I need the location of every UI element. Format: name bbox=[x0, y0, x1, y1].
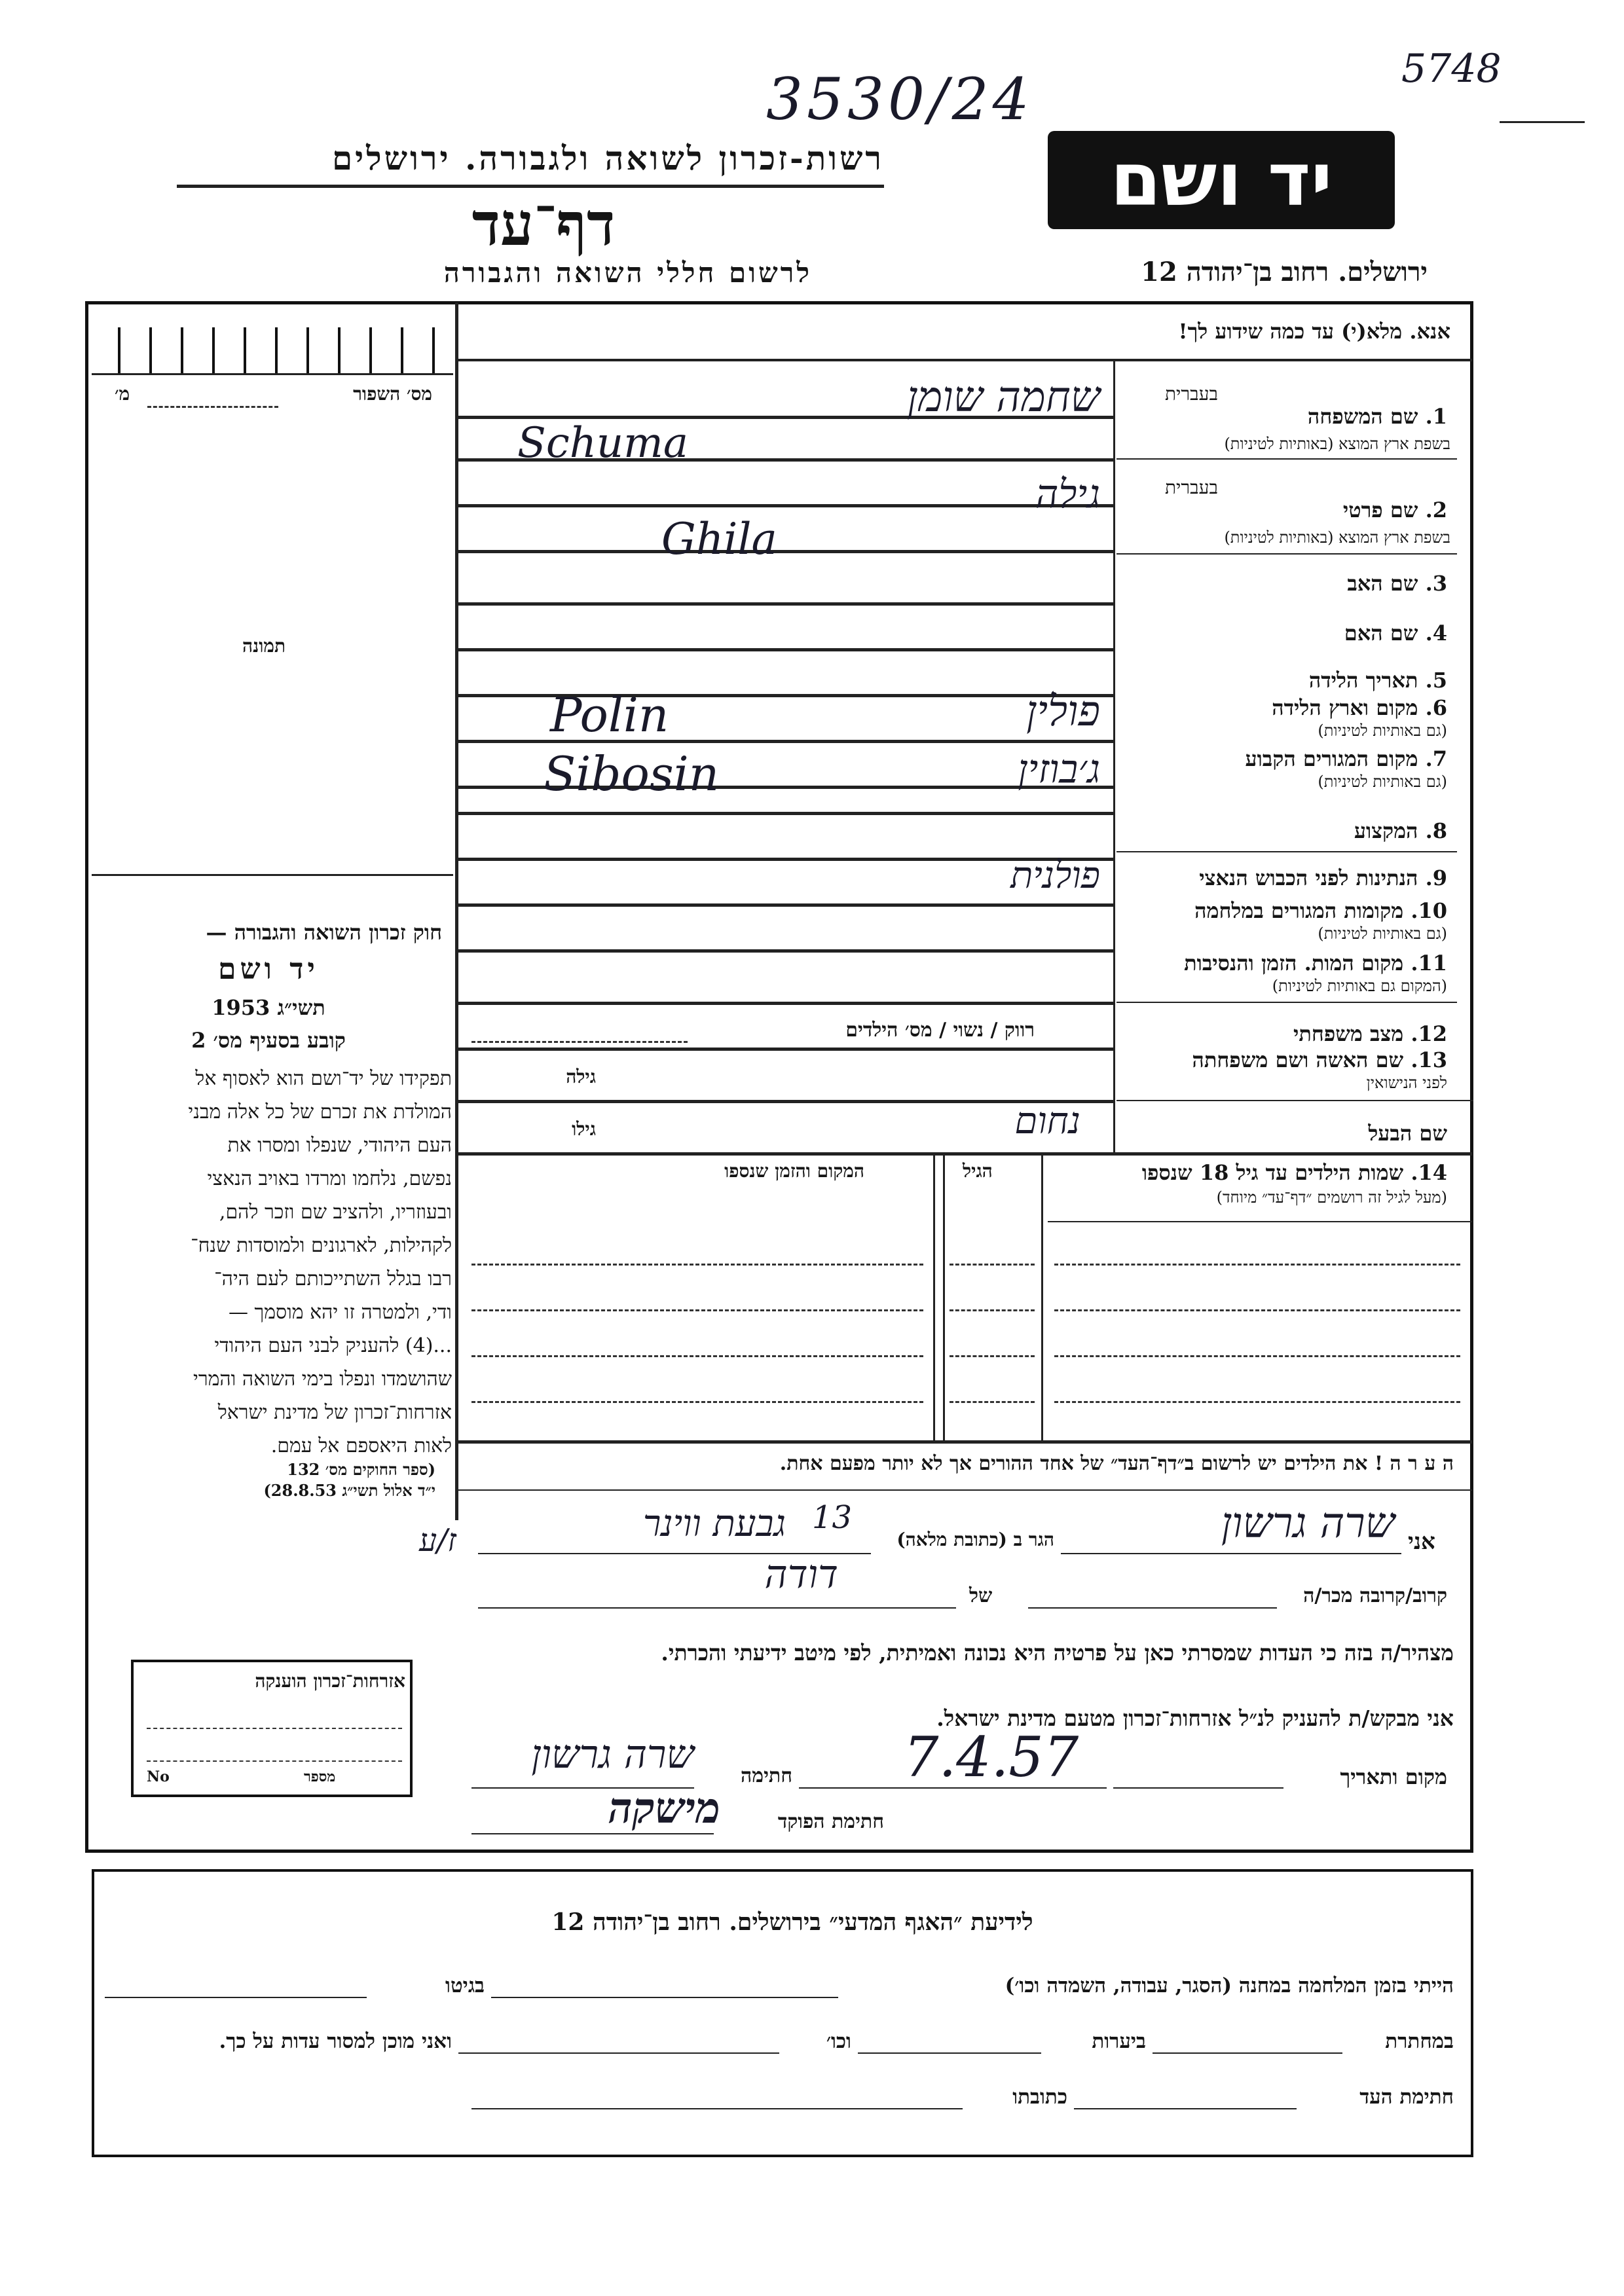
field-13-text: שם האשה ושם משפחתה bbox=[1192, 1048, 1404, 1072]
field-11-num: 11. bbox=[1411, 951, 1447, 975]
law-line: אזרחות־זכרון של מדינת ישראל bbox=[217, 1401, 452, 1424]
field-7-label bbox=[1126, 746, 1447, 771]
yad-vashem-logo bbox=[1048, 131, 1395, 229]
field-2-sub: בשפת ארץ המוצא (באותיות לטיניות) bbox=[1224, 528, 1450, 547]
field-7-value-latin[interactable]: Sibosin bbox=[544, 746, 720, 801]
form-subtitle: לרשום חללי השואה והגבורה bbox=[443, 257, 812, 289]
field-5-num: 5. bbox=[1425, 668, 1447, 693]
field-11-sub: (המקום גם באותיות לטיניות) bbox=[1272, 977, 1447, 995]
witness-underground: במחתרת bbox=[1385, 2030, 1454, 2053]
field-3-num: 3. bbox=[1425, 571, 1447, 596]
law-footnote: (ספר החוקים מס׳ 132 bbox=[287, 1460, 435, 1479]
field-1-value-hebrew[interactable]: שחמה שומן bbox=[907, 373, 1100, 422]
law-line: נפשם, נלחמו ומרדו באויב הנאצי bbox=[207, 1167, 452, 1190]
id-number-ticks bbox=[118, 327, 445, 373]
field-1-label bbox=[1225, 404, 1447, 429]
law-line: לאות היאספם אל עמם. bbox=[270, 1434, 452, 1457]
witness-signature-label: חתימת העד bbox=[1359, 2085, 1454, 2109]
field-6-value-latin[interactable]: Polin bbox=[550, 687, 669, 742]
field-2-label bbox=[1225, 498, 1447, 522]
field-8-num: 8. bbox=[1425, 818, 1447, 843]
field-13-num: 13. bbox=[1411, 1048, 1447, 1072]
witness-forests: ביערות bbox=[1092, 2030, 1146, 2053]
photo-label: תמונה bbox=[242, 635, 286, 657]
field-4-label bbox=[1225, 621, 1447, 646]
children-text: שמות הילדים עד גיל 18 שנספו bbox=[1141, 1160, 1404, 1185]
field-6-num: 6. bbox=[1425, 695, 1447, 720]
witness-heading: לידיעת ״האגף המדעי״ בירושלים. רחוב בן־יהודה 12 bbox=[551, 1908, 1033, 1936]
law-line: לקהילות, לארגונים ולמוסדות שנח־ bbox=[191, 1234, 452, 1257]
age-header: הגיל bbox=[963, 1160, 993, 1182]
field-2-value-latin[interactable]: Ghila bbox=[661, 514, 777, 564]
stamp-box-no: No bbox=[147, 1768, 170, 1785]
field-7-sub: (גם באותיות לטיניות) bbox=[1318, 773, 1447, 791]
stamp-box-title: אזרחות־זכרון הוענקה bbox=[255, 1670, 405, 1692]
law-line: שהושמדו ונפלו בימי השואה והמרי bbox=[193, 1368, 452, 1391]
field-12-options: רווק / נשוי / מס׳ הילדים bbox=[845, 1019, 1035, 1042]
law-heading: חוק זכרון השואה והגבורה — bbox=[206, 920, 442, 945]
field-9-value[interactable]: פולנית bbox=[1010, 854, 1100, 897]
law-line: ודי, ולמטרה זו יהא מוסמך — bbox=[228, 1301, 452, 1324]
declarant-number[interactable]: 13 bbox=[812, 1499, 853, 1536]
children-sub: (מעל לגיל זה רושמים ״דף־עד״ מיוחד) bbox=[1216, 1188, 1447, 1207]
field-10-num: 10. bbox=[1411, 898, 1447, 923]
field-6-label bbox=[1126, 695, 1447, 720]
address-label: הגר ב (כתובת מלאה) bbox=[896, 1529, 1054, 1550]
field-2-text: שם פרטי bbox=[1342, 498, 1418, 522]
law-clause: קובע בסעיף מס׳ 2 bbox=[191, 1028, 346, 1053]
id-label: מס׳ השפור bbox=[353, 383, 432, 405]
id-suffix: מ׳ bbox=[115, 383, 130, 405]
logo-text: יד ושם bbox=[1110, 137, 1333, 223]
of-label: של bbox=[969, 1584, 993, 1607]
field-5-text: תאריך הלידה bbox=[1308, 668, 1418, 693]
field-8-text: המקצוע bbox=[1354, 818, 1418, 843]
field-10-label bbox=[1126, 898, 1447, 923]
ani-label: אני bbox=[1408, 1529, 1435, 1555]
field-3-label bbox=[1225, 571, 1447, 596]
field-6-value-hebrew[interactable]: פולין bbox=[1026, 687, 1100, 736]
field-1-value-latin[interactable]: Schuma bbox=[517, 419, 688, 467]
witness-etc: וכו׳ bbox=[826, 2030, 851, 2053]
field-12-text: מצב משפחתי bbox=[1293, 1021, 1404, 1046]
field-11-text: מקום המות. הזמן והנסיבות bbox=[1184, 951, 1404, 975]
declaration-text: מצהיר/ה בזה כי העדות שמסרתי כאן על פרטיה היא נכונה ואמיתית, לפי מיטב ידיעתי והכרתי. bbox=[661, 1640, 1454, 1666]
field-1-sub: בשפת ארץ המוצא (באותיות לטיניות) bbox=[1224, 435, 1450, 453]
place-date-label: מקום ותאריך bbox=[1340, 1764, 1447, 1789]
officer-label: חתימת הפוקד bbox=[777, 1810, 884, 1833]
intro-text: אנא. מלא(י) עד כמה שידוע לך! bbox=[1178, 319, 1450, 344]
law-line: תפקידו של יד־ושם הוא לאסוף אל bbox=[195, 1067, 452, 1090]
husband-value[interactable]: נחום bbox=[1014, 1100, 1080, 1142]
children-label bbox=[1048, 1160, 1447, 1185]
corner-number: 5748 bbox=[1401, 46, 1502, 92]
declarant-name[interactable]: שרה גרשון bbox=[1221, 1499, 1395, 1548]
form-title: דף־עד bbox=[471, 190, 616, 259]
field-8-label bbox=[1225, 818, 1447, 843]
witness-address-label: כתובתו bbox=[1012, 2085, 1067, 2109]
husband-age-label: גילו bbox=[572, 1118, 596, 1140]
field-1-lang: בעברית bbox=[1164, 383, 1218, 405]
husband-label: שם הבעל bbox=[1368, 1121, 1447, 1146]
field-13-sub: לפני הנישואין bbox=[1366, 1074, 1447, 1092]
field-9-num: 9. bbox=[1425, 866, 1447, 890]
law-name: יד ושם bbox=[218, 953, 319, 986]
relation-value[interactable]: דודה bbox=[764, 1552, 838, 1597]
witness-ready: ואני מוכן למסור עדות על כך. bbox=[219, 2030, 452, 2053]
declarant-address[interactable]: גבעת ווינר bbox=[642, 1503, 786, 1545]
law-line: העם היהודי, שנפלו ומסרו את bbox=[227, 1134, 452, 1157]
field-7-value-hebrew[interactable]: ג׳בוזין bbox=[1018, 746, 1100, 792]
relation-label: קרוב/קרובה מכר/ה bbox=[1303, 1584, 1447, 1607]
law-year: תשי״ג 1953 bbox=[212, 995, 325, 1020]
note: ה ע ר ה ! את הילדים יש לרשום ב״דף־העד״ של אחד ההורים אך לא יותר מפעם אחת. bbox=[779, 1452, 1454, 1475]
signature-value[interactable]: שרה גרשון bbox=[531, 1732, 694, 1777]
field-5-label bbox=[1225, 668, 1447, 693]
field-4-text: שם האם bbox=[1344, 621, 1418, 646]
law-line: ובעוזריו, ולהציב שם וזכר להם, bbox=[219, 1201, 452, 1224]
field-10-sub: (גם באותיות לטיניות) bbox=[1318, 924, 1447, 943]
field-9-label bbox=[1126, 866, 1447, 890]
field-9-text: הנתינות לפני הכבוש הנאצי bbox=[1199, 866, 1418, 890]
field-3-text: שם האב bbox=[1347, 571, 1418, 596]
citizenship-stamp-box bbox=[131, 1660, 413, 1797]
children-num: 14. bbox=[1411, 1160, 1447, 1185]
witness-ghetto: בגיטו bbox=[445, 1974, 485, 1997]
law-footnote-date: י״ד אלול תשי״ג 28.8.53) bbox=[263, 1481, 435, 1500]
field-6-text: מקום וארץ הלידה bbox=[1272, 695, 1418, 720]
field-1-text: שם המשפחה bbox=[1307, 404, 1418, 429]
field-12-label bbox=[1126, 1021, 1447, 1046]
place-header: המקום והזמן שנספו bbox=[724, 1160, 864, 1182]
request-text: אני מבקש/ת להעניק לנ״ל אזרחות־זכרון מטעם מדינת ישראל. bbox=[936, 1705, 1454, 1731]
side-initials: ז/ע bbox=[419, 1522, 456, 1559]
witness-line1a: הייתי בזמן המלחמה במחנה (הסגר, עבודה, השמדה וכו׳) bbox=[1005, 1974, 1454, 1997]
law-line: ...(4) להעניק לבני העם היהודי bbox=[214, 1334, 452, 1357]
field-7-text: מקום המגורים הקבוע bbox=[1245, 746, 1418, 771]
field-6-sub: (גם באותיות לטיניות) bbox=[1318, 721, 1447, 740]
field-2-value-hebrew[interactable]: גילה bbox=[1035, 471, 1100, 517]
field-10-text: מקומות המגורים במלחמה bbox=[1194, 898, 1404, 923]
field-4-num: 4. bbox=[1425, 621, 1447, 646]
field-13-label bbox=[1126, 1048, 1447, 1072]
officer-signature[interactable]: מישקה bbox=[608, 1784, 720, 1833]
authority-line: רשות-זכרון לשואה ולגבורה. ירושלים bbox=[331, 139, 884, 177]
wife-age-label: גילה bbox=[566, 1066, 596, 1087]
law-line: המולדת את זכרם של כל אלה מבני bbox=[188, 1101, 452, 1123]
law-line: רבו בגלל השתייכותם לעם היה־ bbox=[214, 1267, 452, 1290]
field-11-label bbox=[1126, 951, 1447, 975]
address: ירושלים. רחוב בן־יהודה 12 bbox=[1141, 257, 1428, 287]
date-value[interactable]: 7.4.57 bbox=[904, 1725, 1079, 1789]
signature-label: חתימה bbox=[741, 1764, 792, 1787]
field-1-num: 1. bbox=[1425, 404, 1447, 429]
field-7-num: 7. bbox=[1425, 746, 1447, 771]
field-2-num: 2. bbox=[1425, 498, 1447, 522]
field-2-lang: בעברית bbox=[1164, 477, 1218, 498]
law-body bbox=[92, 1062, 452, 1463]
field-12-num: 12. bbox=[1411, 1021, 1447, 1046]
document-number: 3530/24 bbox=[766, 65, 1033, 133]
stamp-box-number-label: מספר bbox=[304, 1768, 336, 1785]
